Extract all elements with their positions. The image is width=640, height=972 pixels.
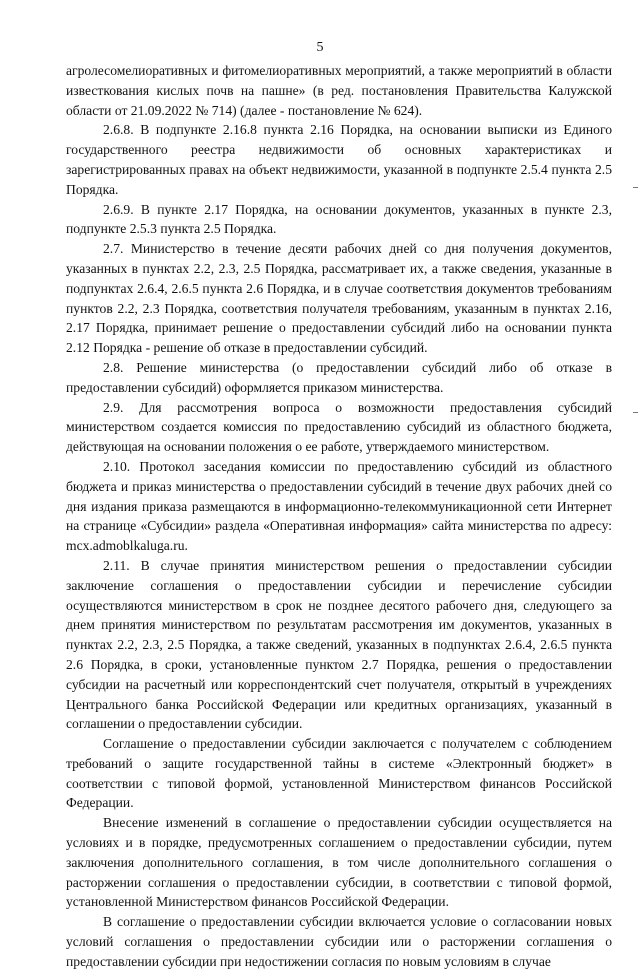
paragraph: 2.11. В случае принятия министерством решения о предоставлении субсидии заключение соглашения о предоставлении субсидии и перечисление субсидии осуществляются министерством в срок не позднее десятого рабочего дня, следующего за днем принятия министерством по результатам рассмотрения им документов, указанных в пунктах 2.2, 2.3, 2.5 Порядка, а также сведений, указанных в подпунктах 2.6.4, 2.6.5 пункта 2.6 Порядка, в сроки, установленные пунктом 2.7 Порядка, решения о предоставлении субсидии на расчетный или корреспондентский счет получателя, открытый в учреждениях Центрального банка Российской Федерации или кредитных организациях, указанный в соглашении о предоставлении субсидии. [66, 557, 612, 732]
paragraph: агролесомелиоративных и фитомелиоративных мероприятий, а также мероприятий в области известкования кислых почв на пашне» (в ред. постановления Правительства Калужской области от 21.09.2022 № 714) (далее - постановление № 624). [66, 63, 612, 118]
paragraph: 2.9. Для рассмотрения вопроса о возможности предоставления субсидий министерством создается комиссия по предоставлению субсидий из областного бюджета, действующая на основании положения о ее работе, утверждаемого министерством. [66, 399, 612, 455]
paragraph: 2.6.8. В подпункте 2.16.8 пункта 2.16 Порядка, на основании выписки из Единого государственного реестра недвижимости об основных характеристиках и зарегистрированных правах на объект недвижимости, указанной в подпункте 2.5.4 пункта 2.5 Порядка. [66, 122, 612, 197]
document-body [66, 61, 612, 972]
scan-edge-mark [633, 187, 638, 188]
paragraph: Соглашение о предоставлении субсидии заключается с получателем с соблюдением требований о защите государственной тайны в системе «Электронный бюджет» в соответствии с типовой формой, установленной Министерством финансов Российской Федерации. [66, 736, 612, 811]
scan-edge-mark [633, 412, 638, 413]
paragraph: 2.8. Решение министерства (о предоставлении субсидий либо об отказе в предоставлении субсидий) оформляется приказом министерства. [66, 359, 612, 395]
paragraph: В соглашение о предоставлении субсидии включается условие о согласовании новых условий соглашения о предоставлении субсидии или о расторжении соглашения о предоставлении субсидии при недостижении согласия по новым условиям в случае [66, 914, 612, 969]
paragraph: 2.7. Министерство в течение десяти рабочих дней со дня получения документов, указанных в пунктах 2.2, 2.3, 2.5 Порядка, рассматривает их, а также сведения, указанные в подпунктах 2.6.4, 2.6.5 пункта 2.6 Порядка, и в случае соответствия документов требованиям пунктов 2.2, 2.3 Порядка, соответствия получателя требованиям, указанным в пунктах 2.16, 2.17 Порядка, принимает решение о предоставлении субсидий либо на основании пункта 2.12 Порядка - решение об отказе в предоставлении субсидий. [66, 241, 612, 356]
page-number: 5 [316, 40, 324, 55]
paragraph: 2.6.9. В пункте 2.17 Порядка, на основании документов, указанных в пункте 2.3, подпункте 2.5.3 пункта 2.5 Порядка. [66, 201, 612, 237]
paragraph: 2.10. Протокол заседания комиссии по предоставлению субсидий из областного бюджета и приказ министерства о предоставлении субсидий в течение двух рабочих дней со дня издания приказа размещаются в информационно-телекоммуникационной сети Интернет на странице «Субсидии» раздела «Оперативная информация» сайта министерства по адресу: mcx.admoblkaluga.ru. [66, 458, 612, 554]
paragraph: Внесение изменений в соглашение о предоставлении субсидии осуществляется на условиях и в порядке, предусмотренных соглашением о предоставлении субсидии, путем заключения дополнительного соглашения, в том числе дополнительного соглашения о расторжении соглашения о предоставлении субсидии, в соответствии с типовой формой, установленной Министерством финансов Российской Федерации. [66, 815, 612, 910]
